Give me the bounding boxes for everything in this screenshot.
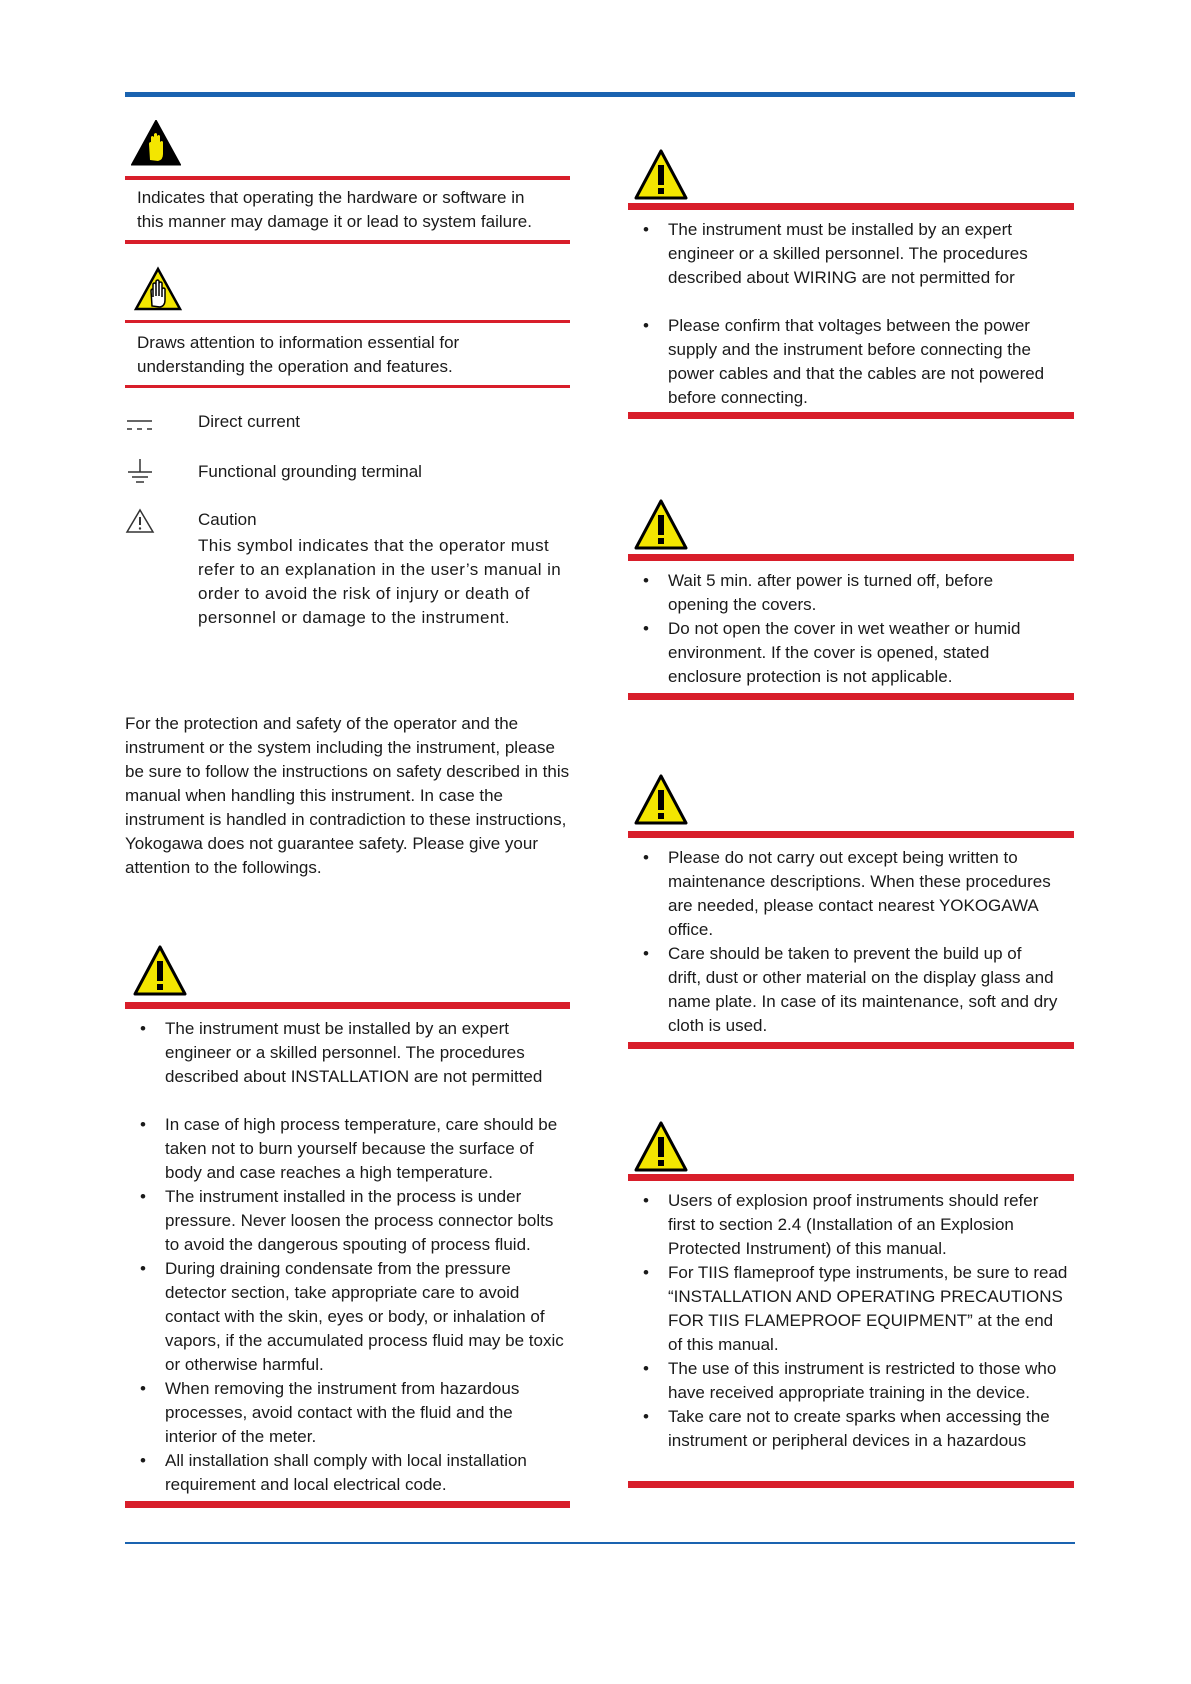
wiring-warning-block [628,148,1074,419]
installation-list [125,1017,565,1497]
footer-rule [125,1542,1075,1544]
list-item: • Wait 5 min. after power is turned off, before opening the covers. [628,569,1058,617]
list-item: • For TIIS flameproof type instruments, be sure to read “INSTALLATION AND OPERATING PRECAUTIONS FOR TIIS FLAMEPROOF EQUIPMENT” at the end of this manual. [628,1261,1068,1357]
maintenance-bottom-line [628,1042,1074,1049]
list-item: • Do not open the cover in wet weather or humid environment. If the cover is opened, stated enclosure protection is not applicable. [628,617,1058,689]
list-item: • In case of high process temperature, care should be taken not to burn yourself because the surface of body and case reaches a high temperature. [125,1113,565,1185]
note-bottom-line [125,385,570,388]
warning-icon [634,773,688,827]
symbol-label-direct-current: Direct current [198,412,301,431]
note-text: Draws attention to information essential for understanding the operation and features. [137,333,460,376]
direct-current-icon [125,412,155,438]
symbol-row-caution [125,508,575,638]
warning-icon [133,944,187,998]
symbol-caution-description: This symbol indicates that the operator must refer to an explanation in the user’s manual in order to avoid the risk of injury or death of personnel or damage to the instrument. [198,536,562,627]
list-item: • All installation shall comply with local installation requirement and local electrical code. [125,1449,565,1497]
symbol-row-direct-current [125,410,575,440]
list-item: • The instrument must be installed by an expert engineer or a skilled personnel. The procedures described about INSTALLATION are not permitted [125,1017,565,1089]
safety-paragraph: For the protection and safety of the operator and the instrument or the system including the instrument, please be sure to follow the instructions on safety described in this manual when handling this instrument. In case the instrument is handled in contradiction to these instructions, Yokogawa does not guarantee safety. Please give your attention to the followings. [125,714,570,877]
important-block [125,120,570,244]
list-item: • Please do not carry out except being written to maintenance descriptions. When these procedures are needed, please contact nearest YOKOGAWA office. [628,846,1058,942]
list-item: • Users of explosion proof instruments should refer first to section 2.4 (Installation of an Explosion Protected Instrument) of this manual. [628,1189,1068,1261]
operation-warning-block [628,498,1074,700]
important-text: Indicates that operating the hardware or software in this manner may damage it or lead to system failure. [137,188,532,231]
warning-icon [634,148,688,202]
list-item: • The use of this instrument is restricted to those who have received appropriate training in the device. [628,1357,1068,1405]
wiring-bottom-line [628,412,1074,419]
list-item: • During draining condensate from the pressure detector section, take appropriate care to avoid contact with the skin, eyes or body, or inhalation of vapors, if the accumulated process fluid may be toxic or otherwise harmful. [125,1257,565,1377]
maintenance-list [628,846,1058,1038]
important-bottom-line [125,240,570,244]
installation-warning-block [125,944,570,1508]
list-item: • The instrument must be installed by an expert engineer or a skilled personnel. The procedures described about WIRING are not permitted for [628,218,1058,290]
operation-top-line [628,554,1074,561]
explosion-top-line [628,1174,1074,1181]
explosion-bottom-line [628,1481,1074,1488]
symbol-label-grounding: Functional grounding terminal [198,462,422,481]
operation-list [628,569,1058,689]
wiring-list [628,218,1058,410]
caution-triangle-icon [125,508,155,534]
explosion-list [628,1189,1068,1453]
list-item: • Take care not to create sparks when accessing the instrument or peripheral devices in a hazardous [628,1405,1068,1453]
maintenance-warning-block [628,773,1074,1049]
installation-top-line [125,1002,570,1009]
warning-icon [634,1120,688,1174]
important-hand-icon [131,120,181,166]
installation-bottom-line [125,1501,570,1508]
list-item: • When removing the instrument from hazardous processes, avoid contact with the fluid and the interior of the meter. [125,1377,565,1449]
operation-bottom-line [628,693,1074,700]
list-item: • The instrument installed in the process is under pressure. Never loosen the process connector bolts to avoid the dangerous spouting of process fluid. [125,1185,565,1257]
maintenance-top-line [628,831,1074,838]
functional-grounding-icon [125,458,155,484]
symbol-row-grounding [125,460,575,490]
wiring-top-line [628,203,1074,210]
explosion-warning-block [628,1120,1074,1488]
note-hand-icon [133,266,183,312]
note-block [125,266,570,388]
warning-icon [634,498,688,552]
symbol-label-caution: Caution [198,510,257,529]
list-item: • Care should be taken to prevent the build up of drift, dust or other material on the display glass and name plate. In case of its maintenance, soft and dry cloth is used. [628,942,1058,1038]
header-rule [125,92,1075,97]
list-item: • Please confirm that voltages between the power supply and the instrument before connecting the power cables and that the cables are not powered before connecting. [628,314,1058,410]
